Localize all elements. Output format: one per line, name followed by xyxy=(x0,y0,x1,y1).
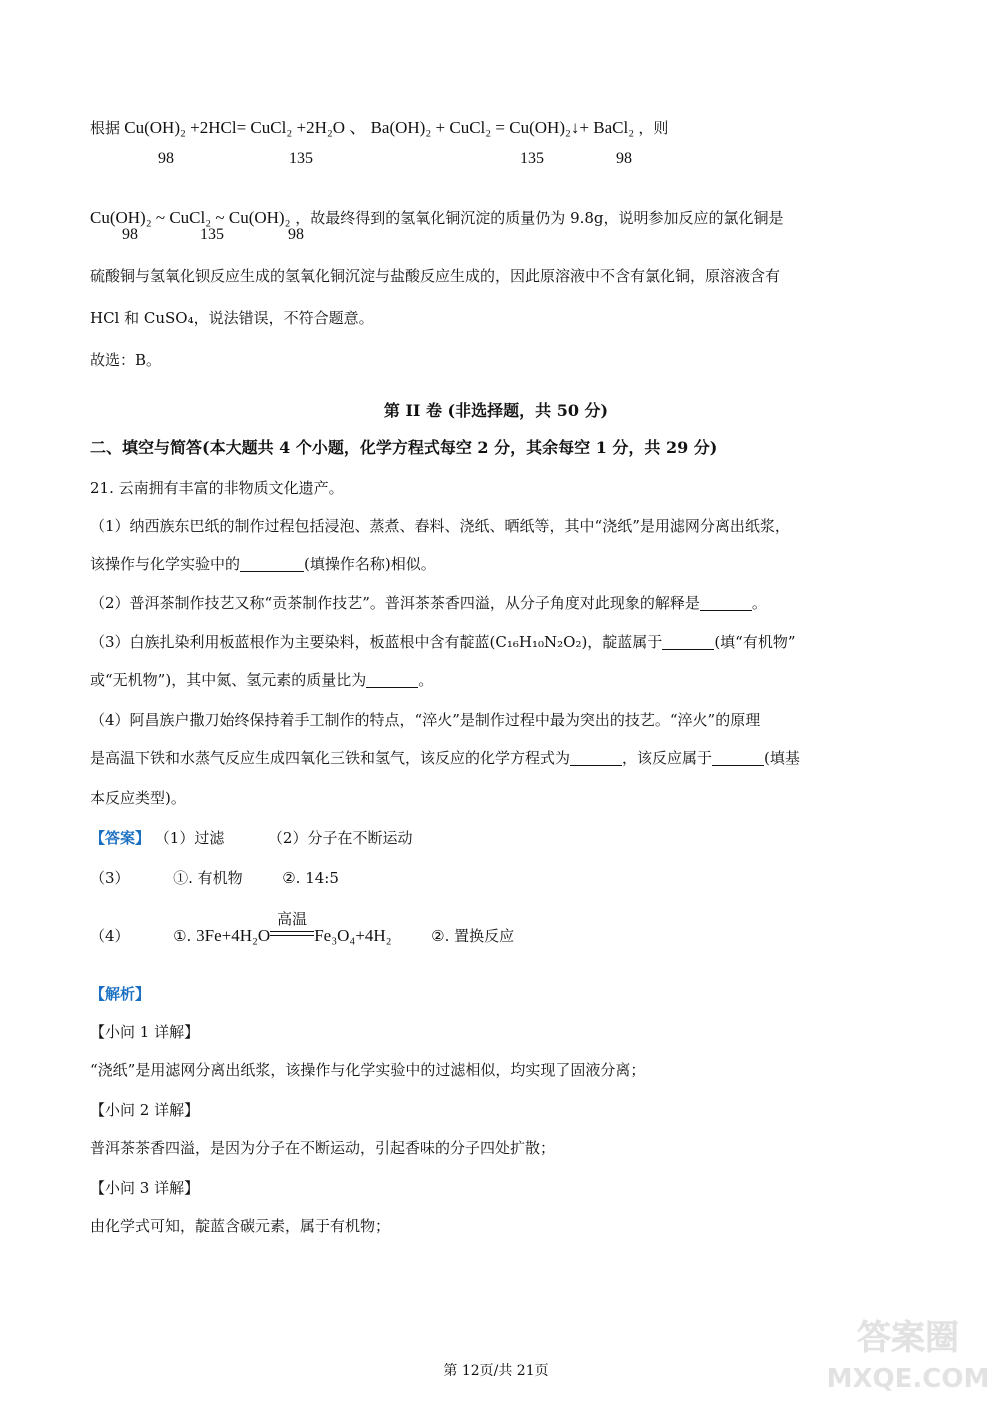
answer-1: （1）过滤 xyxy=(154,829,225,847)
sub-question-1-tag: 【小问 1 详解】 xyxy=(90,1023,200,1041)
equation-hcl: Cu(OH)₂ +2HCl= CuCl₂ +2H₂O xyxy=(124,118,346,137)
sub-question-2-text: 普洱茶茶香四溢，是因为分子在不断运动，引起香味的分子四处扩散； xyxy=(90,1139,556,1157)
answer-line-3 xyxy=(90,866,339,890)
watermark-text-cn: 答案圈 xyxy=(857,1318,959,1358)
ratio-text: ，故最终得到的氢氧化铜沉淀的质量仍为 9.8g，说明参加反应的氯化铜是 xyxy=(295,209,784,227)
paragraph-1: 硫酸铜与氢氧化钡反应生成的氢氧化铜沉淀与盐酸反应生成的，因此原溶液中不含有氯化铜，原溶液含有 xyxy=(90,267,781,285)
watermark-text-en: MXQE.COM xyxy=(826,1364,990,1394)
mass-98-b: 98 xyxy=(616,150,632,167)
ratio-line xyxy=(90,206,784,230)
analysis-tag: 【解析】 xyxy=(90,985,151,1003)
answer-4-label: （4） xyxy=(90,927,130,945)
eq-separator: 、 xyxy=(349,118,367,137)
q4-text-pre: 是高温下铁和水蒸气反应生成四氧化三铁和氢气，该反应的化学方程式为 xyxy=(90,749,571,767)
q1-text-pre: 该操作与化学实验中的 xyxy=(90,555,241,573)
equation-right: Fe₃O₄+4H₂ xyxy=(314,926,392,945)
equation-baoh2: Ba(OH)₂ + CuCl₂ = Cu(OH)₂↓+ BaCl₂ xyxy=(370,118,635,137)
paragraph-2: HCl 和 CuSO₄，说法错误，不符合题意。 xyxy=(90,309,374,327)
q3b-text-post: 。 xyxy=(418,671,434,689)
answer-3-2: ②. 14:5 xyxy=(282,869,339,887)
ratio-expression: Cu(OH)₂ ~ CuCl₂ ~ Cu(OH)₂ xyxy=(90,208,291,227)
section-title: 第 II 卷 (非选择题，共 50 分) xyxy=(383,401,609,420)
page-footer: 第 12页/共 21页 xyxy=(443,1363,549,1379)
ratio-98-a: 98 xyxy=(122,226,138,243)
choice-result: 故选：B。 xyxy=(90,351,162,369)
answer-blank[interactable] xyxy=(712,751,764,766)
sub-question-3-text: 由化学式可知，靛蓝含碳元素，属于有机物； xyxy=(90,1217,391,1235)
question-3-line-a xyxy=(90,630,796,654)
question-1-line-b xyxy=(90,552,436,576)
answer-line-1 xyxy=(90,826,412,850)
mass-135-b: 135 xyxy=(520,150,544,167)
ratio-135: 135 xyxy=(200,226,224,243)
question-1-line-a: （1）纳西族东巴纸的制作过程包括浸泡、蒸煮、舂料、浇纸、晒纸等，其中“浇纸”是用滤网分离出纸浆， xyxy=(90,517,790,535)
answer-tag: 【答案】 xyxy=(90,829,151,847)
watermark-logo xyxy=(826,1309,990,1395)
ratio-98-b: 98 xyxy=(288,226,304,243)
answer-blank[interactable] xyxy=(662,635,714,650)
question-4-line-a: （4）阿昌族户撒刀始终保持着手工制作的特点，“淬火”是制作过程中最为突出的技艺。“淬火”的原理 xyxy=(90,711,761,729)
answer-3-1: ①. 有机物 xyxy=(173,869,243,887)
question-3-line-b xyxy=(90,668,433,692)
answer-blank[interactable] xyxy=(700,596,752,611)
reaction-condition-arrow xyxy=(270,910,314,943)
q3-text-post: (填“有机物” xyxy=(714,633,796,651)
answer-blank[interactable] xyxy=(570,751,622,766)
mass-98-a: 98 xyxy=(158,150,174,167)
q3b-text-pre: 或“无机物”)，其中氮、氢元素的质量比为 xyxy=(90,671,367,689)
q3-text-pre: （3）白族扎染利用板蓝根作为主要染料，板蓝根中含有靛蓝(C₁₆H₁₀N₂O₂)，靛蓝属于 xyxy=(90,633,663,651)
answer-blank[interactable] xyxy=(240,557,304,572)
equation-line-1 xyxy=(90,116,668,140)
sub-question-1-text: “浇纸”是用滤网分离出纸浆，该操作与化学实验中的过滤相似，均实现了固液分离； xyxy=(90,1061,646,1079)
answer-blank[interactable] xyxy=(366,673,418,688)
answer-2: （2）分子在不断运动 xyxy=(267,829,413,847)
q4-text-post: (填基 xyxy=(764,749,800,767)
q1-text-post: (填操作名称)相似。 xyxy=(304,555,436,573)
equation-left: 3Fe+4H₂O xyxy=(196,926,271,945)
question-2 xyxy=(90,591,767,615)
sub-question-2-tag: 【小问 2 详解】 xyxy=(90,1101,200,1119)
answer-4-1-index: ①. xyxy=(173,927,192,945)
q2-text-post: 。 xyxy=(751,594,767,612)
answer-4-2: ②. 置换反应 xyxy=(431,927,515,945)
answer-line-4 xyxy=(90,910,515,948)
sub-question-3-tag: 【小问 3 详解】 xyxy=(90,1179,200,1197)
question-4-line-c: 本反应类型)。 xyxy=(90,789,186,807)
answer-3-label: （3） xyxy=(90,869,130,887)
q4-text-mid: ，该反应属于 xyxy=(622,749,713,767)
eq-suffix: ，则 xyxy=(638,119,669,137)
q2-text-pre: （2）普洱茶制作技艺又称“贡茶制作技艺”。普洱茶茶香四溢，从分子角度对此现象的解释是 xyxy=(90,594,700,612)
question-21: 21. 云南拥有丰富的非物质文化遗产。 xyxy=(90,479,344,497)
reaction-condition: 高温 xyxy=(277,910,308,928)
eq-prefix: 根据 xyxy=(90,119,121,137)
mass-135-a: 135 xyxy=(289,150,313,167)
part-title: 二、填空与简答(本大题共 4 个小题，化学方程式每空 2 分，其余每空 1 分，共 29 分) xyxy=(90,438,718,457)
question-4-line-b xyxy=(90,746,800,770)
